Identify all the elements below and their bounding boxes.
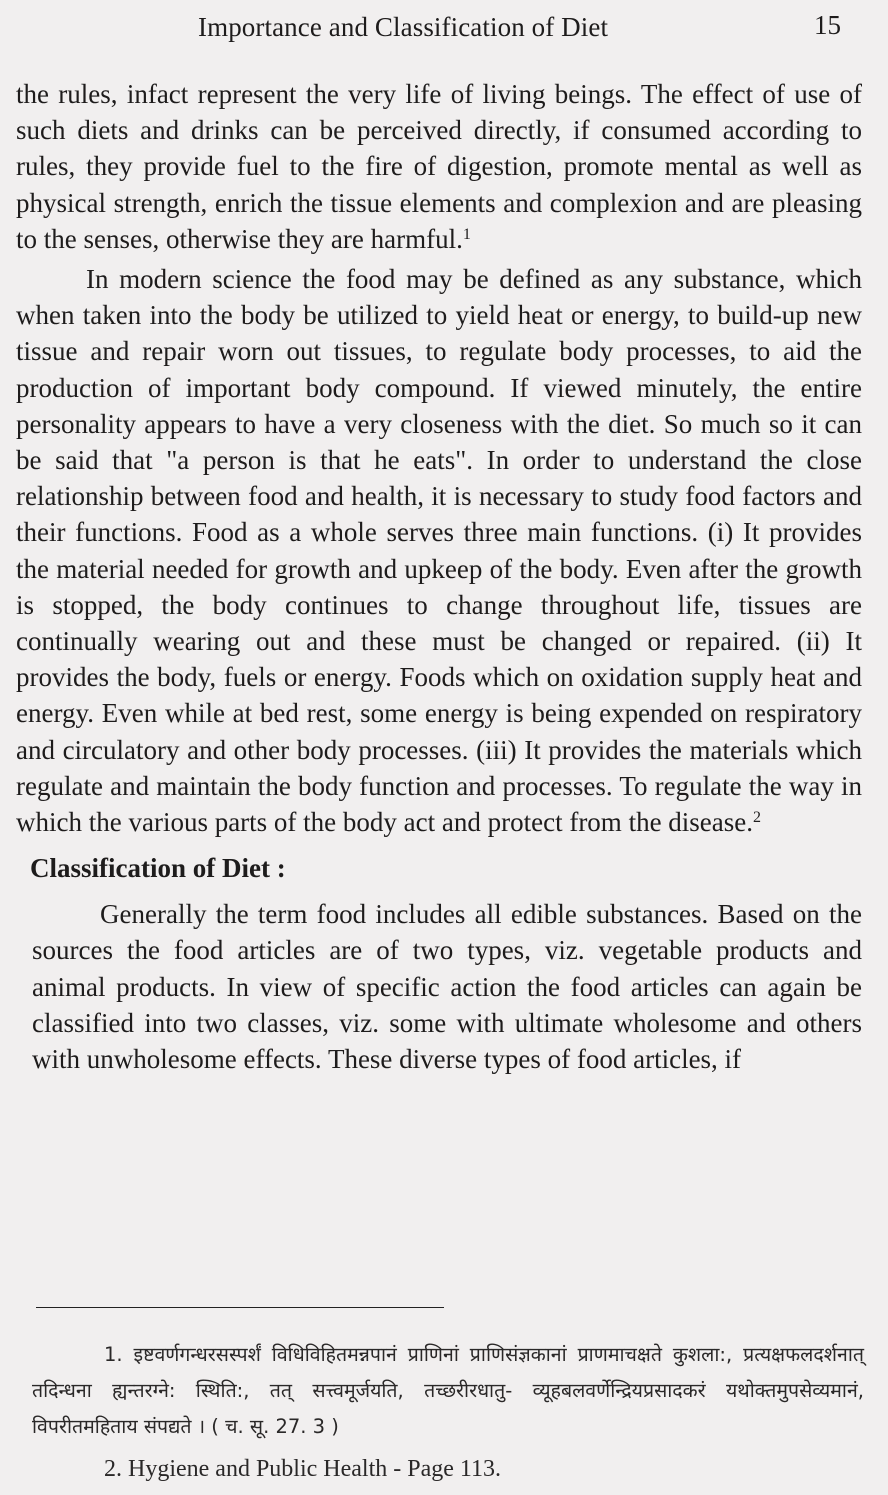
footnote-2: 2. Hygiene and Public Health - Page 113. bbox=[104, 1456, 502, 1482]
footnote-1: 1. इष्टवर्णगन्धरसस्पर्शं विधिविहितमन्नपानं प्राणिनां प्राणिसंज्ञकानां प्राणमाचक्षते कुशला:, प्रत्यक्षफलदर्शनात् तदिन्धना ह्यन्तरग्ने: स्थिति:, तत् सत्त्वमूर्जयति, तच्छरीरधातु- व्यूहबलवर्णेन्द्रियप्रसादकरं यथोक्तमुपसेव्यमानं, विपरीतमहिताय संपद्यते । ( च. सू. 27. 3 ) bbox=[32, 1343, 864, 1438]
page-number: 15 bbox=[814, 10, 841, 40]
paragraph-text: the rules, infact represent the very life of living beings. The effect of use of such diets and drinks can be perceived directly, if consumed according to rules, they provide fuel to the fire of digestion, promote mental as well as physical strength, enrich the tissue elements and complexion and are pleasing to the senses, otherwise they are harmful. bbox=[16, 79, 862, 254]
footnote-divider bbox=[36, 1307, 444, 1308]
footnote-ref: 1 bbox=[462, 225, 471, 243]
section-heading: Classification of Diet : bbox=[30, 853, 286, 884]
footnote-ref: 2 bbox=[753, 809, 762, 827]
paragraph-classification: Generally the term food includes all edible substances. Based on the sources the food articles are of two types, viz. vegetable products and animal products. In view of specific action the food articles can again be classified into two classes, viz. some with ultimate wholesome and others with unwholesome effects. These diverse types of food articles, if bbox=[32, 899, 862, 1075]
paragraph-modern-science bbox=[16, 261, 862, 840]
body-text bbox=[16, 76, 862, 1077]
footnotes bbox=[32, 1337, 864, 1487]
running-header-title: Importance and Classification of Diet bbox=[198, 12, 609, 42]
paragraph-text: In modern science the food may be defined as any substance, which when taken into the body be utilized to yield heat or energy, to build-up new tissue and repair worn out tissues, to regulate body processes, to aid the production of important body compound. If viewed minutely, the entire personality appears to have a very closeness with the diet. So much so it can be said that "a person is that he eats". In order to understand the close relationship between food and health, it is necessary to study food factors and their functions. Food as a whole serves three main functions. (i) It provides the material needed for growth and upkeep of the body. Even after the growth is stopped, the body continues to change throughout life, tissues are continually wearing out and these must be changed or repaired. (ii) It provides the body, fuels or energy. Foods which on oxidation supply heat and energy. Even while at bed rest, some energy is being expended on respiratory and circulatory and other body processes. (iii) It provides the materials which regulate and maintain the body function and processes. To regulate the way in which the various parts of the body act and protect from the disease. bbox=[16, 264, 862, 838]
paragraph-continued bbox=[16, 76, 862, 257]
